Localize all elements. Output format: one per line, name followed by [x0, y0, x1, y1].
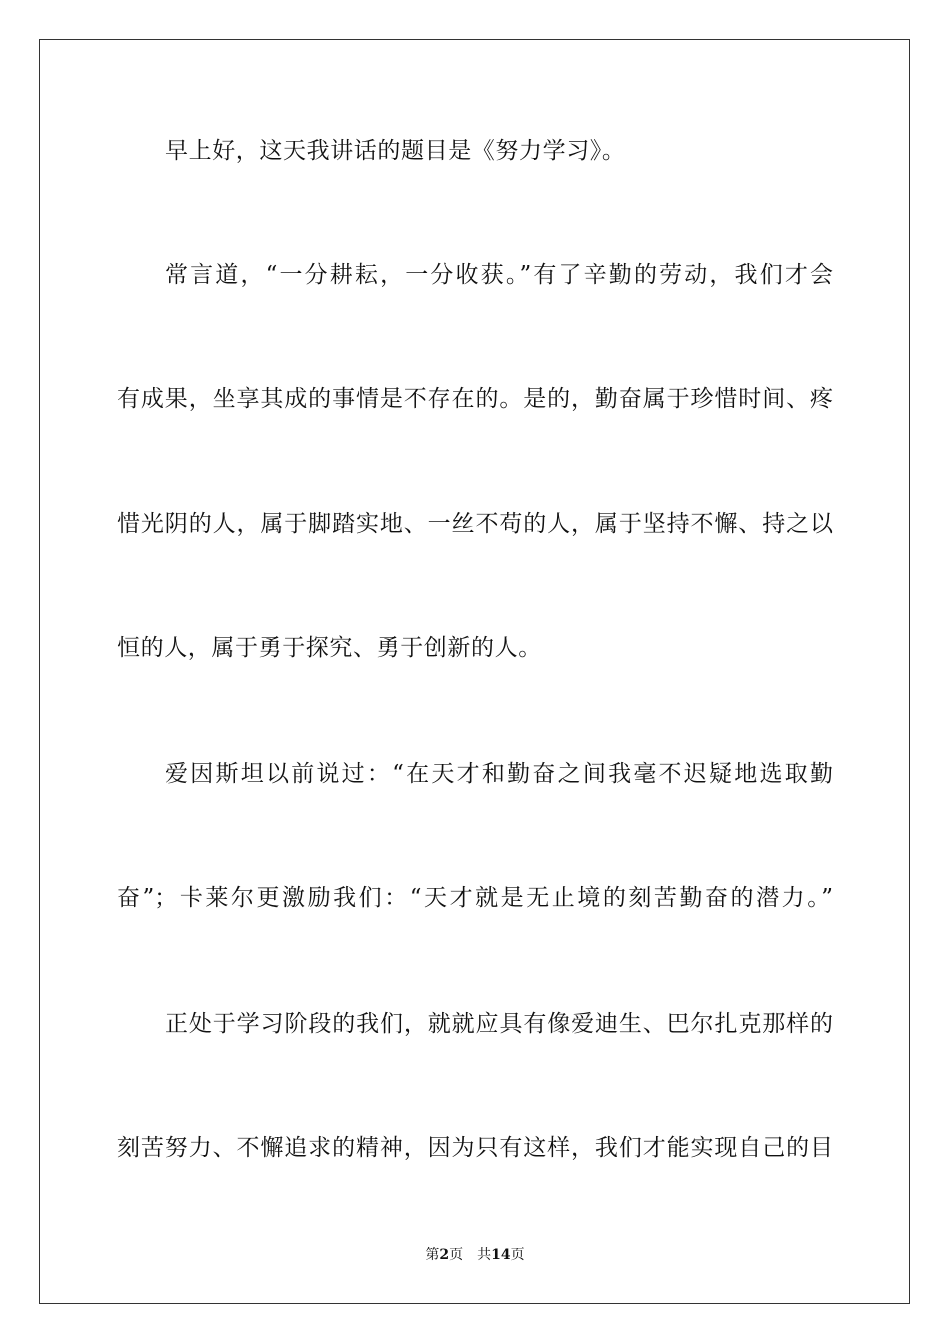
page-prefix: 第	[425, 1247, 440, 1263]
page-number: 2	[439, 1247, 450, 1263]
paragraph-line: 恒的人，属于勇于探究、勇于创新的人。	[117, 635, 542, 661]
total-suffix: 页	[510, 1247, 525, 1263]
page-suffix: 页	[449, 1247, 464, 1263]
page-border	[39, 39, 910, 1304]
paragraph-line: 爱因斯坦以前说过：“在天才和勤奋之间我毫不迟疑地选取勤	[165, 761, 833, 787]
paragraph-line: 惜光阴的人，属于脚踏实地、一丝不苟的人，属于坚持不懈、持之以	[117, 511, 833, 537]
paragraph-line: 奋”；卡莱尔更激励我们：“天才就是无止境的刻苦勤奋的潜力。”	[117, 885, 833, 911]
paragraph-line: 正处于学习阶段的我们，就就应具有像爱迪生、巴尔扎克那样的	[165, 1011, 833, 1037]
page-footer	[0, 1246, 950, 1264]
paragraph-line: 常言道，“一分耕耘，一分收获。”有了辛勤的劳动，我们才会	[165, 262, 833, 288]
paragraph-line: 刻苦努力、不懈追求的精神，因为只有这样，我们才能实现自己的目	[117, 1135, 833, 1161]
paragraph-line: 有成果，坐享其成的事情是不存在的。是的，勤奋属于珍惜时间、疼	[117, 386, 833, 412]
paragraph-line: 早上好，这天我讲话的题目是《努力学习》。	[165, 138, 626, 164]
total-prefix: 共	[477, 1247, 492, 1263]
total-pages: 14	[491, 1247, 511, 1263]
